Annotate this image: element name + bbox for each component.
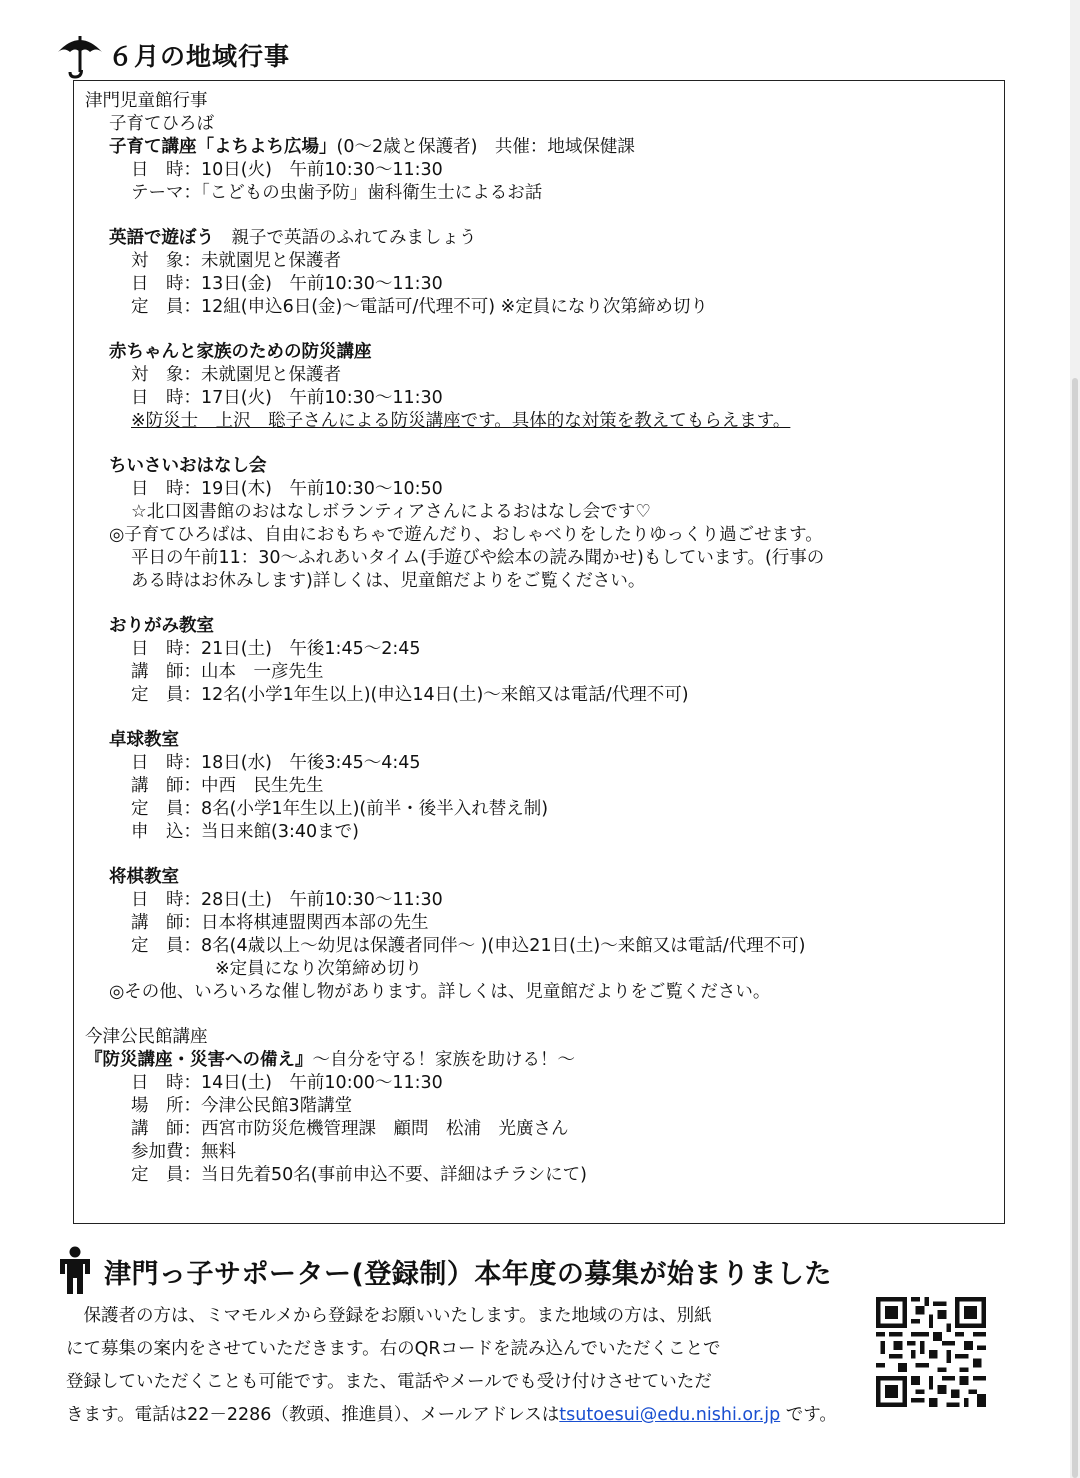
detail-value: 12名(小学1年生以上)(申込14日(土)～来館又は電話/代理不可) (201, 685, 689, 705)
detail-label: 対 象： (131, 251, 201, 271)
detail-value: 14日(土) 午前10:00～11:30 (201, 1073, 443, 1093)
supporter-title: 津門っ子サポーター(登録制）本年度の募集が始まりました (104, 1258, 832, 1290)
detail-label: 日 時： (131, 274, 201, 294)
paragraph-text: です。 (780, 1405, 837, 1425)
detail-label: 定 員： (131, 685, 201, 705)
event-detail (85, 821, 1000, 844)
detail-label: 講 師： (131, 1119, 201, 1139)
detail-value: 17日(火) 午前10:30～11:30 (201, 388, 443, 408)
event-detail (85, 752, 1000, 775)
detail-value: 今津公民館3階講堂 (201, 1096, 353, 1116)
event-detail (85, 638, 1000, 661)
event-title-rest: 親子で英語のふれてみましょう (214, 228, 477, 248)
event-detail (85, 296, 1000, 319)
detail-label: 定 員： (131, 1165, 201, 1185)
jidoukan-header: 津門児童館行事 (85, 91, 208, 111)
event-title (85, 1049, 1000, 1072)
email-link[interactable]: tsutoesui@edu.nishi.or.jp (559, 1405, 781, 1425)
detail-value: 未就園児と保護者 (201, 365, 341, 385)
detail-label: 参加費： (131, 1142, 201, 1162)
detail-value: 当日先着50名(事前申込不要、詳細はチラシにて) (201, 1165, 587, 1185)
paragraph-line: にて募集の案内をさせていただきます。右のQRコードを読み込んでいただくことで (66, 1339, 721, 1359)
kosodate-hiroba-label: 子育てひろば (109, 114, 214, 134)
event-detail (85, 182, 1000, 205)
event-detail (85, 1164, 1000, 1187)
detail-value: 「こどもの虫歯予防」歯科衛生士によるお話 (201, 183, 543, 203)
detail-label: 日 時： (131, 160, 201, 180)
paragraph-line: 保護者の方は、ミマモルメから登録をお願いいたします。また地域の方は、別紙 (66, 1306, 712, 1326)
detail-label: 定 員： (131, 799, 201, 819)
event-note: ◎その他、いろいろな催し物があります。詳しくは、児童館だよりをご覧ください。 (109, 982, 771, 1002)
detail-value: 12組(申込6日(金)～電話可/代理不可) ※定員になり次第締め切り (201, 297, 708, 317)
detail-label: 講 師： (131, 913, 201, 933)
qr-code-icon[interactable] (876, 1296, 986, 1408)
detail-label: 場 所： (131, 1096, 201, 1116)
detail-label: 日 時： (131, 890, 201, 910)
section-heading-events (56, 30, 290, 80)
event-note: ※防災士 上沢 聡子さんによる防災講座です。具体的な対策を教えてもらえます。 (131, 411, 791, 431)
detail-value: 21日(土) 午後1:45～2:45 (201, 639, 421, 659)
event-title (85, 136, 1000, 159)
event-note: ※定員になり次第締め切り (215, 959, 423, 979)
event-title: 卓球教室 (109, 730, 179, 750)
event-title (85, 227, 1000, 250)
event-detail (85, 889, 1000, 912)
detail-label: 講 師： (131, 662, 201, 682)
event-detail (85, 364, 1000, 387)
detail-value: 中西 民生先生 (201, 776, 324, 796)
kouminkan-header: 今津公民館講座 (85, 1027, 208, 1047)
detail-label: 日 時： (131, 639, 201, 659)
detail-label: 日 時： (131, 388, 201, 408)
detail-value: 18日(水) 午後3:45～4:45 (201, 753, 421, 773)
detail-label: 日 時： (131, 753, 201, 773)
supporter-paragraph (66, 1300, 866, 1432)
event-note: ◎子育てひろばは、自由におもちゃで遊んだり、おしゃべりをしたりゆっくり過ごせます。 (109, 525, 823, 545)
event-detail (85, 1141, 1000, 1164)
detail-value: 13日(金) 午前10:30～11:30 (201, 274, 443, 294)
detail-value: 8名(4歳以上～幼児は保護者同伴～ )(申込21日(土)～来館又は電話/代理不可) (201, 936, 806, 956)
detail-label: 定 員： (131, 936, 201, 956)
event-detail (85, 661, 1000, 684)
event-title-rest: (0～2歳と保護者) 共催：地域保健課 (336, 137, 635, 157)
section-heading-supporter (56, 1244, 832, 1298)
detail-label: テーマ： (131, 183, 201, 203)
event-note: 平日の午前11：30～ふれあいタイム(手遊びや絵本の読み聞かせ)もしています。(行事の (131, 548, 825, 568)
event-title: ちいさいおはなし会 (109, 456, 267, 476)
event-detail (85, 1118, 1000, 1141)
detail-value: 28日(土) 午前10:30～11:30 (201, 890, 443, 910)
page-title: ６月の地域行事 (108, 42, 291, 71)
detail-value: 8名(小学1年生以上)(前半・後半入れ替え制) (201, 799, 549, 819)
event-title-bold: 英語で遊ぼう (109, 228, 214, 248)
event-detail (85, 798, 1000, 821)
event-detail (85, 159, 1000, 182)
event-detail (85, 1095, 1000, 1118)
events-content (85, 90, 1000, 1187)
detail-label: 講 師： (131, 776, 201, 796)
event-title-bold: 『防災講座・災害への備え』 (85, 1050, 313, 1070)
detail-label: 対 象： (131, 365, 201, 385)
event-title: おりがみ教室 (109, 616, 214, 636)
detail-label: 定 員： (131, 297, 201, 317)
event-title: 将棋教室 (109, 867, 179, 887)
paragraph-line: 登録していただくことも可能です。また、電話やメールでも受け付けさせていただ (66, 1372, 712, 1392)
event-detail (85, 250, 1000, 273)
event-title-rest: ～自分を守る！家族を助ける！～ (312, 1050, 575, 1070)
scrollbar-thumb[interactable] (1072, 378, 1078, 1478)
detail-label: 日 時： (131, 1073, 201, 1093)
detail-value: 19日(木) 午前10:30～10:50 (201, 479, 443, 499)
event-detail (85, 912, 1000, 935)
scrollbar[interactable] (1070, 0, 1080, 1478)
detail-value: 西宮市防災危機管理課 顧問 松浦 光廣さん (201, 1119, 569, 1139)
event-detail (85, 935, 1000, 958)
event-title-bold: 子育て講座「よちよち広場」 (109, 137, 337, 157)
event-detail (85, 478, 1000, 501)
umbrella-icon (56, 30, 104, 80)
detail-value: 未就園児と保護者 (201, 251, 341, 271)
detail-value: 山本 一彦先生 (201, 662, 324, 682)
person-icon (56, 1246, 94, 1296)
paragraph-line (66, 1399, 866, 1432)
paragraph-text: きます。電話は22－2286（教頭、推進員）、メールアドレスは (66, 1405, 560, 1425)
event-detail (85, 387, 1000, 410)
event-detail (85, 1072, 1000, 1095)
event-note: ある時はお休みします)詳しくは、児童館だよりをご覧ください。 (131, 571, 646, 591)
event-detail (85, 775, 1000, 798)
detail-value: 日本将棋連盟関西本部の先生 (201, 913, 429, 933)
event-detail (85, 273, 1000, 296)
detail-label: 申 込： (131, 822, 201, 842)
detail-value: 10日(火) 午前10:30～11:30 (201, 160, 443, 180)
detail-value: 当日来館(3:40まで) (201, 822, 359, 842)
event-title: 赤ちゃんと家族のための防災講座 (109, 342, 372, 362)
detail-label: 日 時： (131, 479, 201, 499)
event-note: ☆北口図書館のおはなしボランティアさんによるおはなし会です♡ (131, 502, 651, 522)
detail-value: 無料 (201, 1142, 236, 1162)
event-detail (85, 684, 1000, 707)
